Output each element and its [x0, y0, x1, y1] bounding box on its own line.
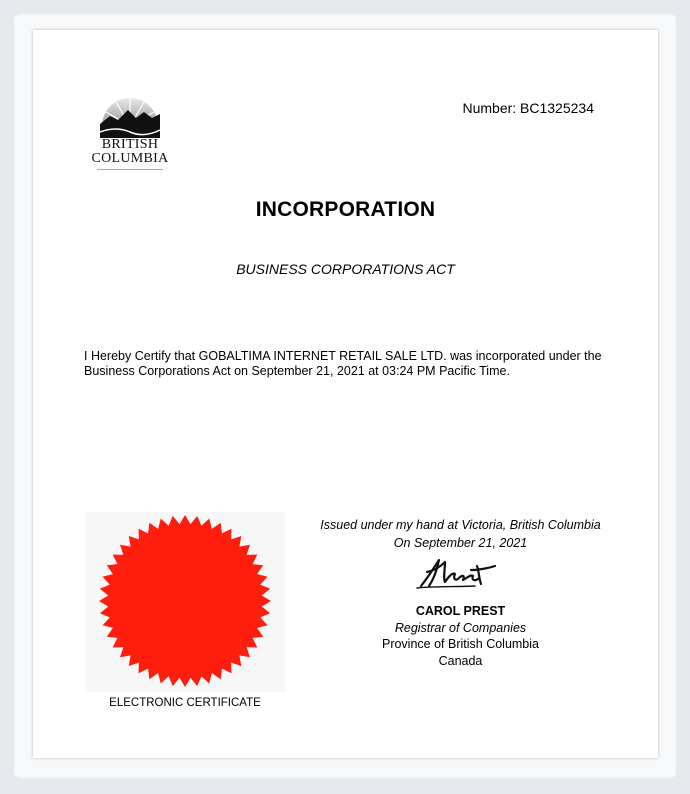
- signature-image: [415, 556, 501, 590]
- certificate-page: [33, 30, 658, 758]
- bc-sun-mountain-icon: [98, 96, 162, 138]
- issued-line-date: On September 21, 2021: [393, 536, 528, 550]
- logo-text-british: BRITISH: [101, 137, 159, 152]
- registrar-name: CAROL PREST: [415, 604, 506, 618]
- certificate-title: INCORPORATION: [255, 198, 436, 221]
- registrar-title: Registrar of Companies: [394, 620, 527, 635]
- logo-underline: [97, 169, 163, 170]
- electronic-certificate-label: ELECTRONIC CERTIFICATE: [109, 697, 261, 709]
- registrar-block: [333, 603, 588, 669]
- logo-text-columbia: COLUMBIA: [91, 151, 169, 166]
- certification-statement: I Hereby Certify that GOBALTIMA INTERNET RETAIL SALE LTD. was incorporated under the Business Corporations Act on September 21, 2021 at 03:24 PM Pacific Time.: [84, 349, 602, 378]
- red-seal-icon: [95, 515, 275, 687]
- seal-area: [85, 512, 285, 692]
- registrar-signature: [415, 556, 501, 595]
- registrar-province: Province of British Columbia: [381, 637, 539, 651]
- bc-logo: [88, 96, 172, 170]
- issued-line-location: Issued under my hand at Victoria, British Columbia: [320, 518, 601, 532]
- act-name: BUSINESS CORPORATIONS ACT: [236, 261, 455, 277]
- issued-statement: [303, 516, 618, 552]
- registrar-country: Canada: [438, 653, 483, 668]
- certificate-number: Number: BC1325234: [462, 100, 594, 116]
